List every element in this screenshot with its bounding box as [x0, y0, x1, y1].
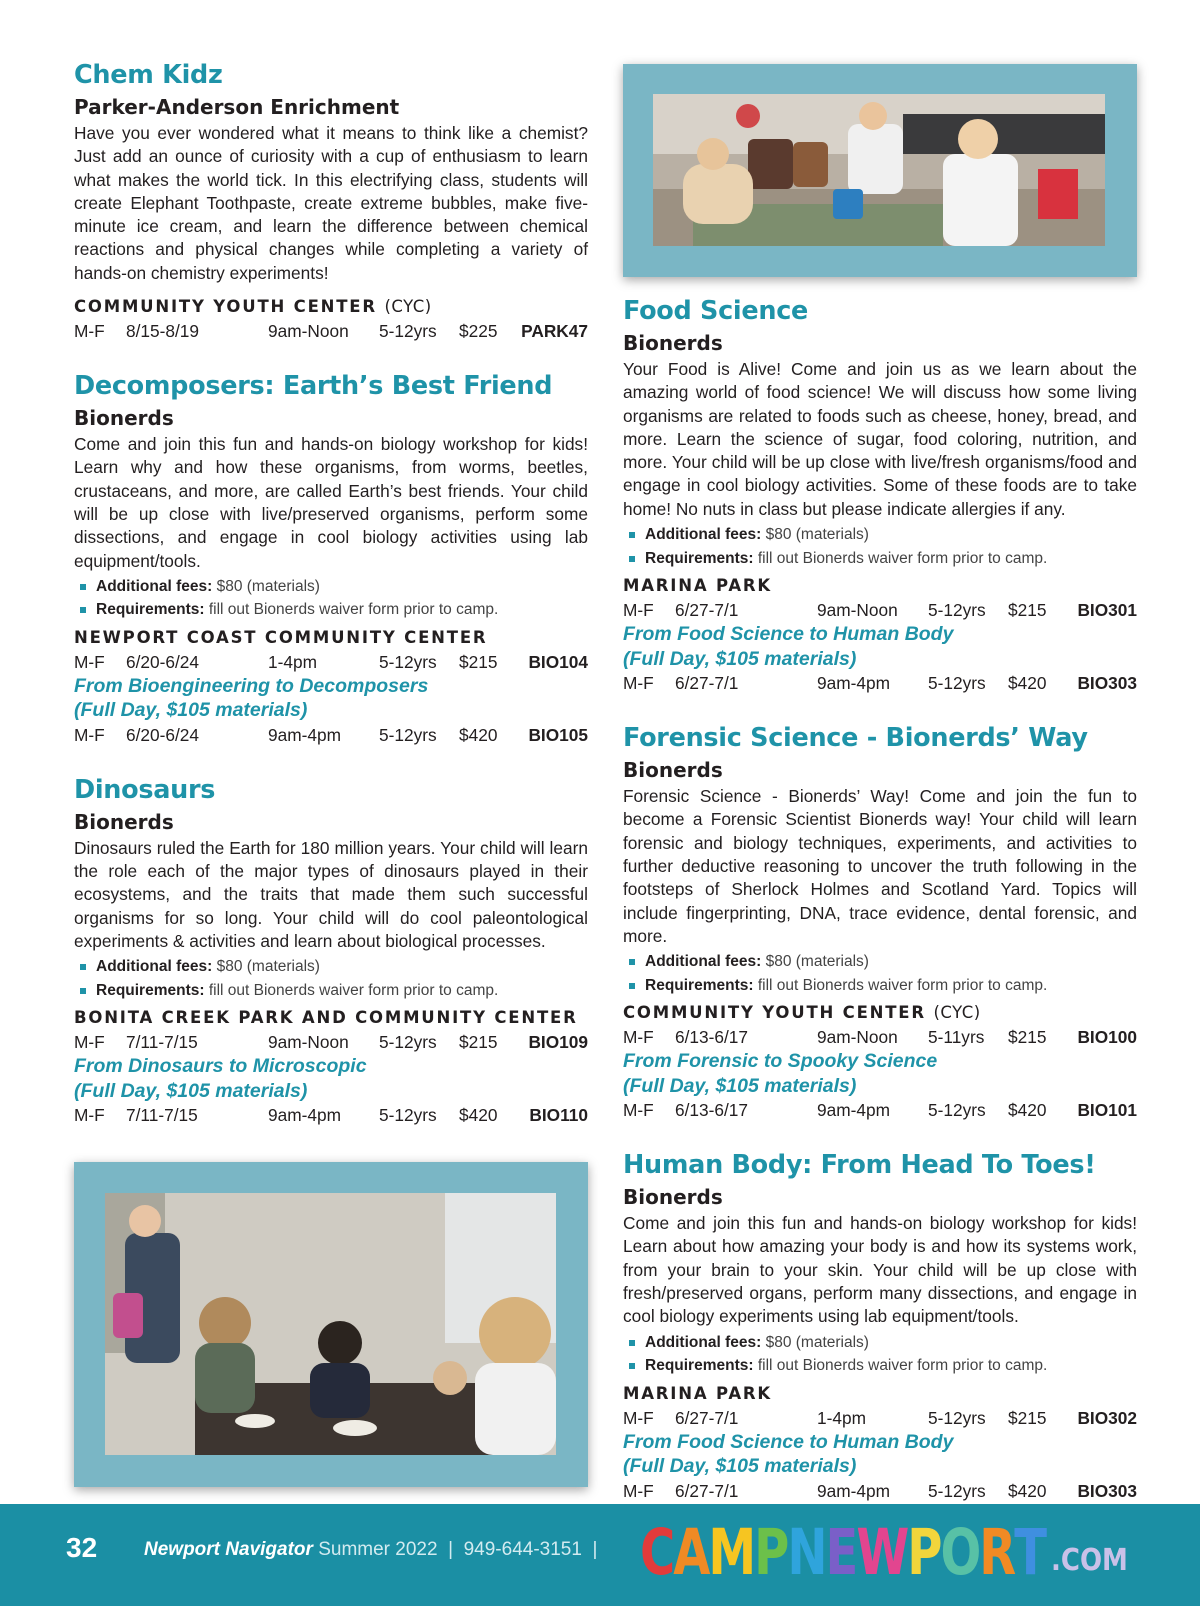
session-days: M-F — [74, 1032, 105, 1053]
fees-note: Additional fees: $80 (materials) — [645, 1331, 1137, 1355]
session-code: BIO110 — [529, 1105, 588, 1126]
photo-image — [653, 94, 1105, 246]
logo-letters — [640, 1515, 1045, 1591]
session-dates: 6/27-7/1 — [675, 1480, 739, 1501]
course-notes — [74, 575, 588, 622]
fees-note: Additional fees: $80 (materials) — [96, 955, 588, 979]
course-notes — [623, 1331, 1137, 1378]
session-code: BIO301 — [1077, 600, 1137, 621]
location-name: COMMUNITY YOUTH CENTER — [74, 297, 377, 317]
session-ages: 5-12yrs — [379, 321, 437, 342]
logo-letter: C — [640, 1515, 674, 1591]
course-title: Dinosaurs — [74, 774, 216, 805]
page-footer — [0, 1504, 1200, 1606]
course-dinosaurs — [74, 773, 588, 1127]
session-time: 9am-Noon — [817, 600, 898, 621]
session-row — [623, 598, 1137, 622]
logo-letter: M — [708, 1515, 755, 1591]
photo-classroom — [74, 1162, 588, 1487]
logo-letter: N — [787, 1515, 826, 1591]
session-row — [623, 1479, 1137, 1503]
session-price: $420 — [459, 724, 498, 745]
session-code: BIO109 — [528, 1032, 588, 1053]
logo-letter: R — [979, 1515, 1015, 1591]
course-provider: Bionerds — [74, 809, 174, 834]
course-human-body — [623, 1148, 1137, 1502]
course-location — [623, 1001, 1137, 1025]
logo-letter: P — [907, 1515, 941, 1591]
course-provider: Bionerds — [623, 1185, 723, 1210]
session-ages: 5-12yrs — [928, 1407, 986, 1428]
session-dates: 6/27-7/1 — [675, 1407, 739, 1428]
requirements-note: Requirements: fill out Bionerds waiver form prior to camp. — [645, 974, 1137, 998]
session-row — [74, 319, 588, 343]
fullday-title: From Food Science to Human Body — [623, 1430, 954, 1453]
session-ages: 5-12yrs — [379, 651, 437, 672]
course-provider: Bionerds — [74, 406, 174, 431]
location-abbr: (CYC) — [933, 1003, 981, 1023]
session-price: $420 — [1008, 673, 1047, 694]
session-dates: 6/13-6/17 — [675, 1100, 749, 1121]
session-row — [74, 723, 588, 747]
fullday-subtitle: (Full Day, $105 materials) — [623, 1455, 857, 1478]
requirements-note: Requirements: fill out Bionerds waiver form prior to camp. — [645, 547, 1137, 571]
fullday-subtitle: (Full Day, $105 materials) — [623, 647, 857, 670]
session-ages: 5-12yrs — [379, 1032, 437, 1053]
course-location: MARINA PARK — [623, 1383, 772, 1403]
session-ages: 5-12yrs — [928, 673, 986, 694]
photo-image — [105, 1193, 556, 1455]
right-column — [623, 294, 1137, 1519]
session-ages: 5-12yrs — [928, 1480, 986, 1501]
logo-letter: P — [754, 1515, 788, 1591]
footer-separator: | — [448, 1539, 454, 1560]
course-forensic-science — [623, 721, 1137, 1122]
camp-newport-logo[interactable] — [640, 1515, 1128, 1591]
course-notes — [623, 950, 1137, 997]
logo-letter: T — [1014, 1515, 1045, 1591]
course-location: MARINA PARK — [623, 576, 772, 596]
session-days: M-F — [74, 321, 105, 342]
session-days: M-F — [623, 1480, 654, 1501]
session-dates: 6/20-6/24 — [126, 724, 200, 745]
session-time: 1-4pm — [268, 651, 317, 672]
course-notes — [623, 523, 1137, 570]
session-time: 9am-4pm — [268, 1105, 341, 1126]
course-description: Have you ever wondered what it means to think like a chemist? Just add an ounce of curiosity with a cup of enthusiasm to learn what makes the world tick. In this electrifying class, students will create Elephant Toothpaste, create extreme bubbles, make five-minute ice cream, and learn the difference between chemical reactions and physical changes while completing a variety of hands-on chemistry experiments! — [74, 123, 588, 283]
fees-note: Additional fees: $80 (materials) — [96, 575, 588, 599]
course-title: Decomposers: Earth’s Best Friend — [74, 371, 553, 402]
session-row — [74, 650, 588, 674]
session-time: 9am-Noon — [817, 1027, 898, 1048]
logo-letter: A — [673, 1515, 709, 1591]
left-column — [74, 58, 588, 1143]
fullday-title: From Bioengineering to Decomposers — [74, 674, 429, 697]
session-code: BIO302 — [1077, 1407, 1137, 1428]
session-days: M-F — [623, 1027, 654, 1048]
session-time: 9am-4pm — [268, 724, 341, 745]
course-title: Forensic Science - Bionerds’ Way — [623, 723, 1088, 754]
footer-separator: | — [592, 1539, 598, 1560]
session-row — [74, 1030, 588, 1054]
session-days: M-F — [74, 651, 105, 672]
session-row — [623, 671, 1137, 695]
session-row — [74, 1103, 588, 1127]
page-number: 32 — [66, 1532, 98, 1563]
session-price: $420 — [459, 1105, 498, 1126]
session-price: $225 — [459, 321, 498, 342]
session-days: M-F — [623, 673, 654, 694]
course-decomposers — [74, 369, 588, 747]
course-description: Come and join this fun and hands-on biology workshop for kids! Learn about how amazing your body is and how its systems work, from your brain to your skin. Your child will be up close with fresh/preserved organs, perform many dissections, and engage in cool biology experiments using lab equipment/tools. — [623, 1213, 1137, 1327]
course-location: NEWPORT COAST COMMUNITY CENTER — [74, 627, 488, 647]
course-description: Dinosaurs ruled the Earth for 180 million years. Your child will learn the role each of the major types of dinosaurs played in their ecosystems, and the traits that made them such successful organisms for so long. Your child will do cool paleontological experiments & activities and learn about biological processes. — [74, 837, 588, 952]
requirements-note: Requirements: fill out Bionerds waiver form prior to camp. — [96, 979, 588, 1003]
session-ages: 5-11yrs — [928, 1027, 985, 1048]
course-provider: Bionerds — [623, 758, 723, 783]
session-dates: 6/27-7/1 — [675, 600, 739, 621]
session-time: 1-4pm — [817, 1407, 866, 1428]
course-notes — [74, 955, 588, 1002]
footer-info — [144, 1539, 597, 1561]
fullday-title: From Food Science to Human Body — [623, 623, 954, 646]
phone-number: 949-644-3151 — [463, 1539, 582, 1560]
course-location — [74, 295, 588, 319]
session-days: M-F — [623, 1407, 654, 1428]
course-description: Your Food is Alive! Come and join us as we learn about the amazing world of food science! We will discuss how some living organisms are related to foods such as cheese, honey, bread, and more. Learn the science of sugar, food coloring, nutrition, and more. Your child will be up close with live/fresh organisms/food and engage in cool biology activities. Some of these foods are to take home! No nuts in class but please indicate allergies if any. — [623, 359, 1137, 519]
session-price: $215 — [459, 651, 498, 672]
fees-note: Additional fees: $80 (materials) — [645, 950, 1137, 974]
logo-letter: W — [856, 1515, 908, 1591]
session-code: BIO101 — [1077, 1100, 1137, 1121]
fees-note: Additional fees: $80 (materials) — [645, 523, 1137, 547]
session-ages: 5-12yrs — [928, 600, 986, 621]
session-time: 9am-4pm — [817, 1100, 890, 1121]
course-provider: Bionerds — [623, 331, 723, 355]
location-abbr: (CYC) — [384, 297, 432, 317]
session-days: M-F — [623, 1100, 654, 1121]
session-time: 9am-4pm — [817, 1480, 890, 1501]
session-code: BIO100 — [1077, 1027, 1137, 1048]
session-price: $215 — [1008, 1407, 1047, 1428]
session-price: $215 — [1008, 600, 1047, 621]
course-provider: Parker-Anderson Enrichment — [74, 95, 400, 119]
logo-suffix: .COM — [1050, 1543, 1128, 1579]
session-days: M-F — [74, 1105, 105, 1126]
course-title: Human Body: From Head To Toes! — [623, 1150, 1096, 1181]
fullday-title: From Forensic to Spooky Science — [623, 1050, 938, 1073]
session-dates: 7/11-7/15 — [126, 1105, 198, 1126]
fullday-subtitle: (Full Day, $105 materials) — [623, 1074, 857, 1097]
logo-letter: O — [940, 1515, 980, 1591]
fullday-subtitle: (Full Day, $105 materials) — [74, 1079, 308, 1102]
requirements-note: Requirements: fill out Bionerds waiver form prior to camp. — [96, 598, 588, 622]
session-row — [623, 1406, 1137, 1430]
session-ages: 5-12yrs — [928, 1100, 986, 1121]
session-price: $215 — [1008, 1027, 1047, 1048]
session-price: $420 — [1008, 1100, 1047, 1121]
session-dates: 6/27-7/1 — [675, 673, 739, 694]
session-ages: 5-12yrs — [379, 1105, 437, 1126]
photo-kids-lab — [623, 64, 1137, 277]
course-title: Chem Kidz — [74, 60, 223, 90]
course-title: Food Science — [623, 296, 809, 326]
session-code: PARK47 — [521, 321, 588, 342]
course-food-science — [623, 294, 1137, 695]
session-ages: 5-12yrs — [379, 724, 437, 745]
session-code: BIO105 — [528, 724, 588, 745]
session-code: BIO303 — [1077, 1480, 1137, 1501]
session-time: 9am-Noon — [268, 321, 349, 342]
requirements-note: Requirements: fill out Bionerds waiver form prior to camp. — [645, 1354, 1137, 1378]
fullday-subtitle: (Full Day, $105 materials) — [74, 699, 308, 722]
session-code: BIO104 — [528, 651, 588, 672]
session-code: BIO303 — [1077, 673, 1137, 694]
publication-name: Newport Navigator — [144, 1539, 313, 1560]
session-time: 9am-4pm — [817, 673, 890, 694]
session-row — [623, 1098, 1137, 1122]
session-days: M-F — [74, 724, 105, 745]
session-row — [623, 1025, 1137, 1049]
location-name: COMMUNITY YOUTH CENTER — [623, 1003, 926, 1023]
session-dates: 6/13-6/17 — [675, 1027, 749, 1048]
course-description: Come and join this fun and hands-on biology workshop for kids! Learn why and how these organisms, from worms, beetles, crustaceans, and more, are called Earth’s best friends. Your child will be up close with live/preserved organisms, perform some dissections, and engage in cool biology activities using lab equipment/tools. — [74, 434, 588, 571]
session-price: $215 — [459, 1032, 498, 1053]
course-description: Forensic Science - Bionerds’ Way! Come and join the fun to become a Forensic Scientist Bionerds way! Your child will learn forensic and biology techniques, experiments, and activities to further deductive reasoning to uncover the truth following in the footsteps of Sherlock Holmes and Scotland Yard. Topics will include fingerprinting, DNA, trace evidence, dental forensic, and more. — [623, 786, 1137, 946]
course-location: BONITA CREEK PARK AND COMMUNITY CENTER — [74, 1008, 578, 1028]
logo-letter: E — [825, 1515, 857, 1591]
session-dates: 8/15-8/19 — [126, 321, 200, 342]
fullday-title: From Dinosaurs to Microscopic — [74, 1055, 367, 1078]
issue-label: Summer 2022 — [318, 1539, 438, 1560]
session-price: $420 — [1008, 1480, 1047, 1501]
session-days: M-F — [623, 600, 654, 621]
session-time: 9am-Noon — [268, 1032, 349, 1053]
session-dates: 6/20-6/24 — [126, 651, 200, 672]
session-dates: 7/11-7/15 — [126, 1032, 198, 1053]
course-chem-kidz — [74, 58, 588, 343]
